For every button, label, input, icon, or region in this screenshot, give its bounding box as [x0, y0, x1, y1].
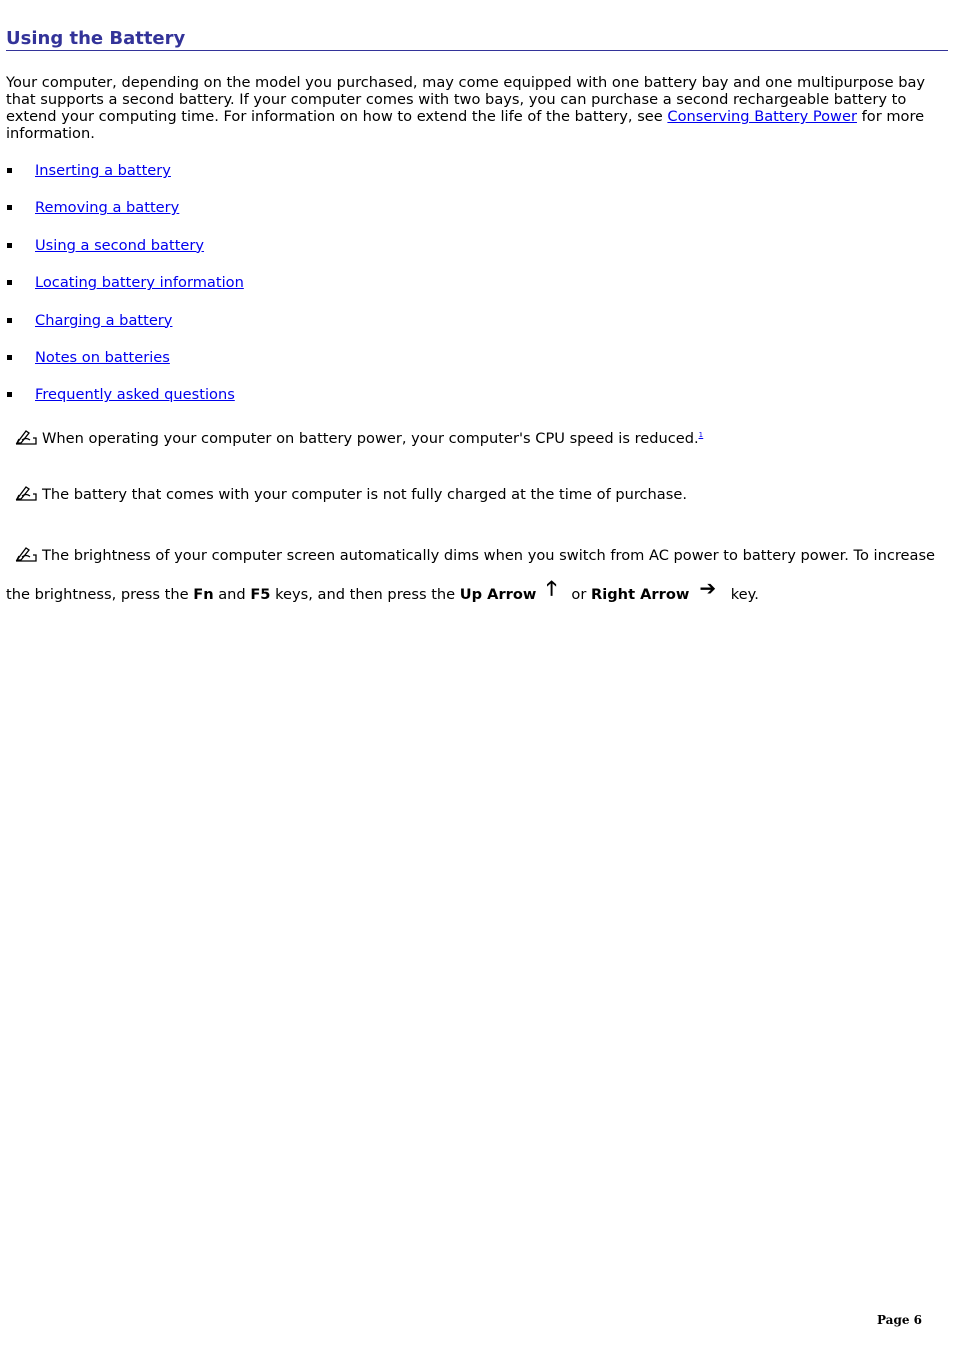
removing-battery-link[interactable]: Removing a battery [35, 199, 180, 217]
list-item [6, 312, 948, 349]
note-text: key. [726, 585, 759, 603]
list-item [6, 199, 948, 236]
charging-battery-link[interactable]: Charging a battery [35, 311, 173, 329]
up-arrow-icon: 🡑 [546, 575, 557, 600]
list-item [6, 386, 948, 423]
list-item [6, 274, 948, 311]
intro-paragraph [6, 74, 948, 142]
intro-text-end: for more information. [6, 108, 925, 142]
note-text: When operating your computer on battery power, your computer's CPU speed is reduced. [42, 429, 699, 447]
note-text: or [566, 585, 591, 603]
page-title: Using the Battery [6, 0, 948, 51]
list-item [6, 237, 948, 274]
battery-info-link[interactable]: Locating battery information [35, 274, 244, 292]
conserving-battery-power-link[interactable]: Conserving Battery Power [667, 108, 857, 125]
note-text: The battery that comes with your computer is not fully charged at the time of purchase. [42, 485, 687, 503]
up-arrow-key: Up Arrow [459, 585, 537, 603]
intro-text: Your computer, depending on the model you purchased, may come equipped with one battery bay and one multipurpose bay that supports a second battery. If your computer comes with two bays, you can purchase a second rechargeable battery to extend your computing time. For information on how to extend the life of the battery, see [6, 74, 926, 125]
list-item [6, 349, 948, 386]
right-arrow-key: Right Arrow [591, 585, 690, 603]
notes-batteries-link[interactable]: Notes on batteries [35, 348, 170, 366]
note-text: and [213, 585, 251, 603]
page-number: Page 6 [876, 1313, 922, 1327]
note-charge [6, 484, 948, 503]
list-item [6, 162, 948, 199]
note-pen-icon [14, 428, 38, 446]
right-arrow-icon: ➔ [699, 575, 717, 600]
f5-key: F5 [250, 585, 271, 603]
footnote-link[interactable]: 1 [698, 430, 704, 439]
note-text: The brightness of your computer screen automatically dims when you switch from AC power to battery power. To increase the brightness, press the [6, 546, 936, 603]
note-pen-icon [14, 484, 38, 502]
note-text: keys, and then press the [270, 585, 460, 603]
second-battery-link[interactable]: Using a second battery [35, 236, 205, 254]
note-cpu [6, 427, 948, 447]
inserting-battery-link[interactable]: Inserting a battery [35, 162, 171, 179]
faq-link[interactable]: Frequently asked questions [35, 386, 235, 404]
topic-list [6, 162, 948, 424]
fn-key: Fn [193, 585, 214, 603]
note-pen-icon [14, 545, 38, 563]
note-brightness [6, 540, 948, 611]
